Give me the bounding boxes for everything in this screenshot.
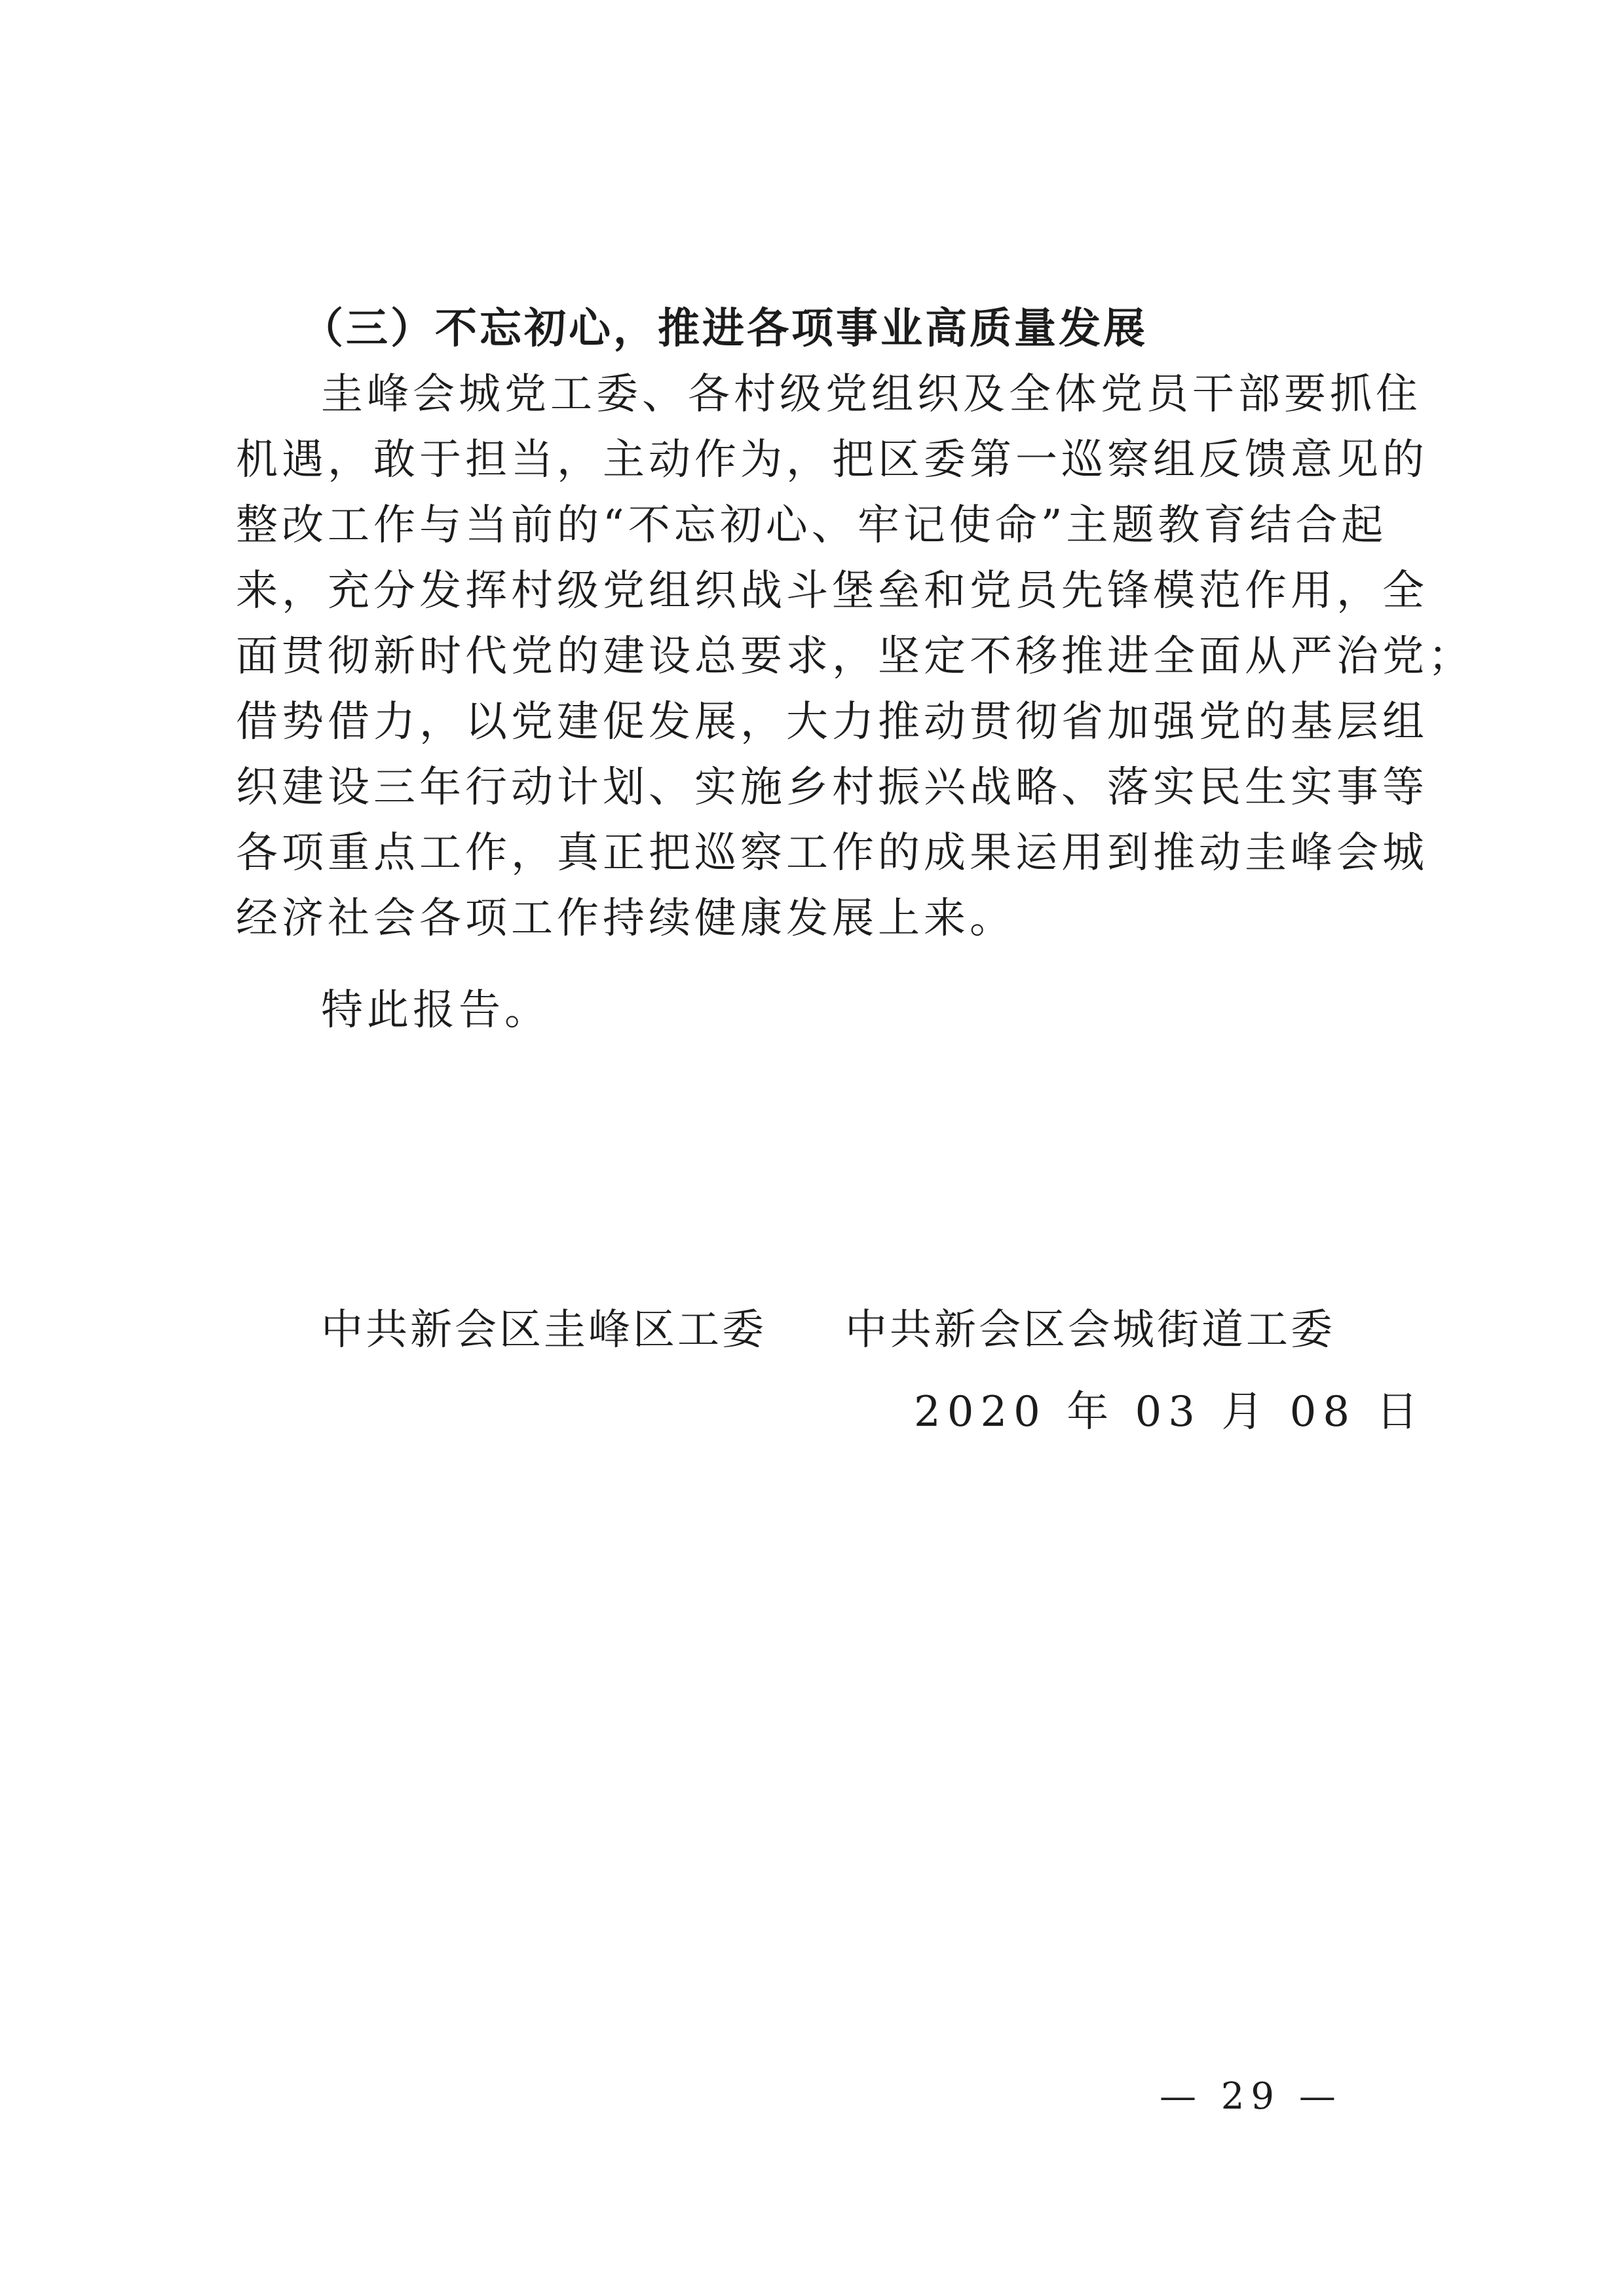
signature-right: 中共新会区会城街道工委 bbox=[845, 1306, 1335, 1354]
closing-text: 特此报告。 bbox=[321, 986, 550, 1035]
document-date: 2020 年 03 月 08 日 bbox=[914, 1388, 1425, 1436]
paragraph-line: 借势借力，以党建促发展，大力推动贯彻省加强党的基层组 bbox=[236, 698, 1428, 746]
signature-left: 中共新会区圭峰区工委 bbox=[321, 1306, 766, 1354]
paragraph-line: 机遇，敢于担当，主动作为，把区委第一巡察组反馈意见的 bbox=[236, 436, 1428, 484]
paragraph-line: 来，充分发挥村级党组织战斗堡垒和党员先锋模范作用，全 bbox=[236, 567, 1428, 615]
paragraph-line: 各项重点工作，真正把巡察工作的成果运用到推动圭峰会城 bbox=[236, 829, 1428, 877]
paragraph-line: 经济社会各项工作持续健康发展上来。 bbox=[236, 894, 1015, 943]
paragraph-line: 圭峰会城党工委、各村级党组织及全体党员干部要抓住 bbox=[321, 370, 1422, 419]
page-number: — 29 — bbox=[1160, 2075, 1342, 2118]
paragraph-line: 织建设三年行动计划、实施乡村振兴战略、落实民生实事等 bbox=[236, 763, 1428, 812]
section-heading: （三）不忘初心，推进各项事业高质量发展 bbox=[301, 305, 1148, 353]
paragraph-line: 面贯彻新时代党的建设总要求，坚定不移推进全面从严治党； bbox=[236, 632, 1474, 681]
paragraph-line: 整改工作与当前的“不忘初心、牢记使命”主题教育结合起 bbox=[236, 501, 1388, 550]
section-content bbox=[236, 296, 1474, 1043]
